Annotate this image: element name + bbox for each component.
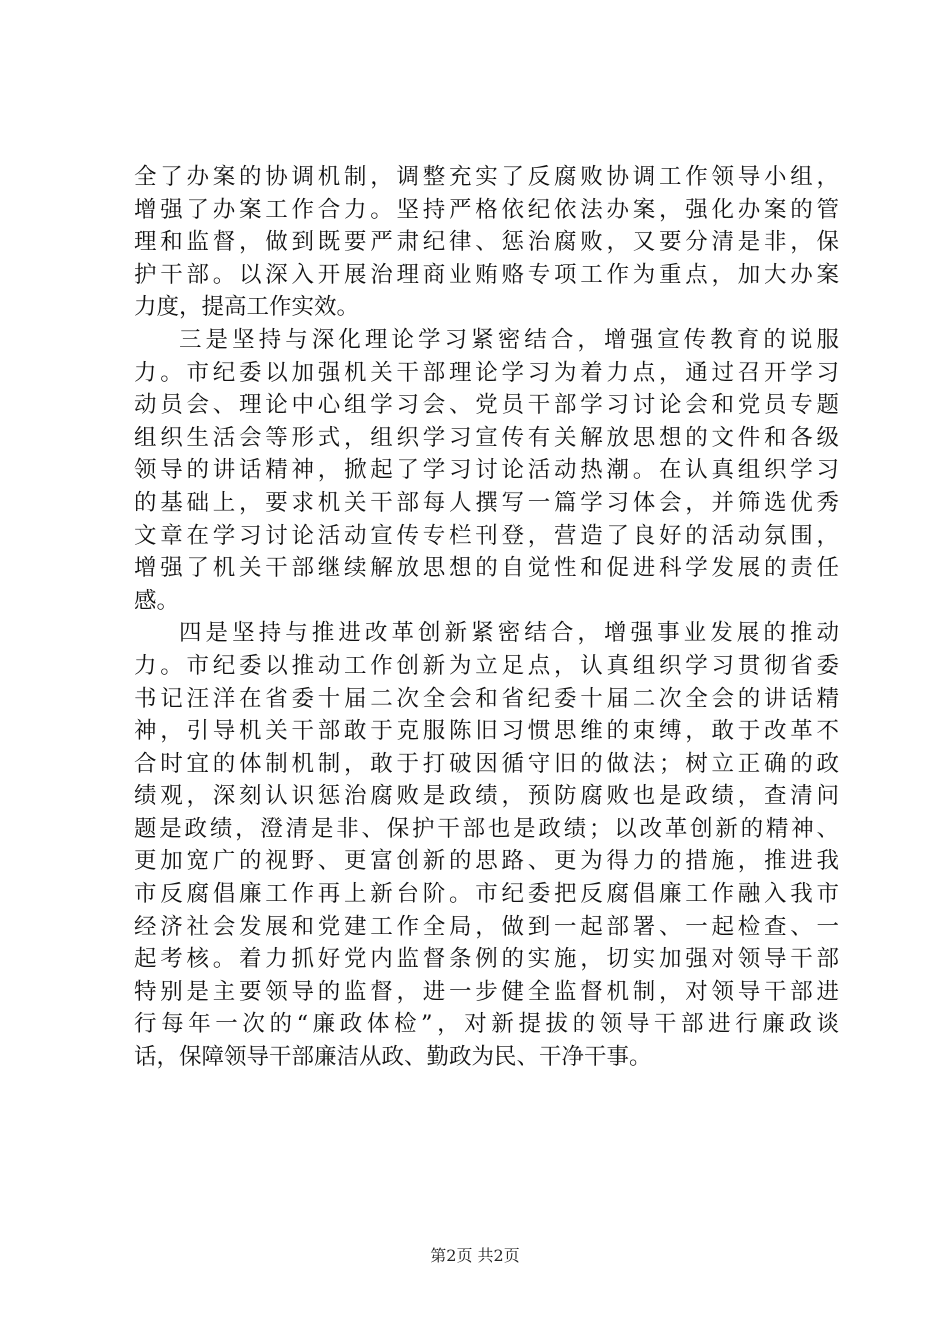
paragraph-line: 更加宽广的视野、更富创新的思路、更为得力的措施，推进我 xyxy=(134,848,839,875)
document-body xyxy=(134,161,839,1074)
paragraph-line: 神，引导机关干部敢于克服陈旧习惯思维的束缚，敢于改革不 xyxy=(134,718,839,745)
paragraph-line: 感。 xyxy=(134,587,180,614)
paragraph-line: 力。市纪委以加强机关干部理论学习为着力点，通过召开学习 xyxy=(134,359,839,386)
paragraph-line: 力度，提高工作实效。 xyxy=(134,294,360,321)
page-footer xyxy=(0,1243,950,1266)
paragraph-line: 经济社会发展和党建工作全局，做到一起部署、一起检查、一 xyxy=(134,913,839,940)
paragraph-line: 的基础上，要求机关干部每人撰写一篇学习体会，并筛选优秀 xyxy=(134,489,839,516)
paragraph-line: 特别是主要领导的监督，进一步健全监督机制，对领导干部进 xyxy=(134,978,839,1005)
paragraph-line: 全了办案的协调机制，调整充实了反腐败协调工作领导小组， xyxy=(134,164,839,190)
page-number-label: 第2页 共2页 xyxy=(430,1246,520,1265)
paragraph-line: 护干部。以深入开展治理商业贿赂专项工作为重点，加大办案 xyxy=(134,261,839,288)
paragraph-line: 行每年一次的“廉政体检”，对新提拔的领导干部进行廉政谈 xyxy=(134,1011,839,1038)
paragraph-line: 绩观，深刻认识惩治腐败是政绩，预防腐败也是政绩，查清问 xyxy=(134,783,839,810)
paragraph-line: 领导的讲话精神，掀起了学习讨论活动热潮。在认真组织学习 xyxy=(134,457,839,484)
paragraph-line: 话，保障领导干部廉洁从政、勤政为民、干净干事。 xyxy=(134,1044,652,1071)
paragraph-line: 合时宜的体制机制，敢于打破因循守旧的做法；树立正确的政 xyxy=(134,750,839,777)
paragraph-line: 四是坚持与推进改革创新紧密结合，增强事业发展的推动 xyxy=(179,620,839,647)
paragraph-line: 市反腐倡廉工作再上新台阶。市纪委把反腐倡廉工作融入我市 xyxy=(134,881,839,908)
paragraph-line: 理和监督，做到既要严肃纪律、惩治腐败，又要分清是非，保 xyxy=(134,229,839,256)
paragraph-line: 起考核。着力抓好党内监督条例的实施，切实加强对领导干部 xyxy=(134,946,839,973)
paragraph xyxy=(134,324,839,617)
paragraph-line: 三是坚持与深化理论学习紧密结合，增强宣传教育的说服 xyxy=(179,326,839,353)
paragraph-line: 题是政绩，澄清是非、保护干部也是政绩；以改革创新的精神、 xyxy=(134,815,839,842)
paragraph xyxy=(134,161,839,324)
paragraph-line: 增强了机关干部继续解放思想的自觉性和促进科学发展的责任 xyxy=(134,555,839,582)
paragraph-line: 组织生活会等形式，组织学习宣传有关解放思想的文件和各级 xyxy=(134,424,839,451)
paragraph xyxy=(134,617,839,1073)
paragraph-line: 增强了办案工作合力。坚持严格依纪依法办案，强化办案的管 xyxy=(134,196,839,223)
paragraph-line: 文章在学习讨论活动宣传专栏刊登，营造了良好的活动氛围， xyxy=(134,522,839,549)
paragraph-line: 力。市纪委以推动工作创新为立足点，认真组织学习贯彻省委 xyxy=(134,652,839,679)
paragraph-line: 动员会、理论中心组学习会、党员干部学习讨论会和党员专题 xyxy=(134,392,839,419)
paragraph-line: 书记汪洋在省委十届二次全会和省纪委十届二次全会的讲话精 xyxy=(134,685,839,712)
